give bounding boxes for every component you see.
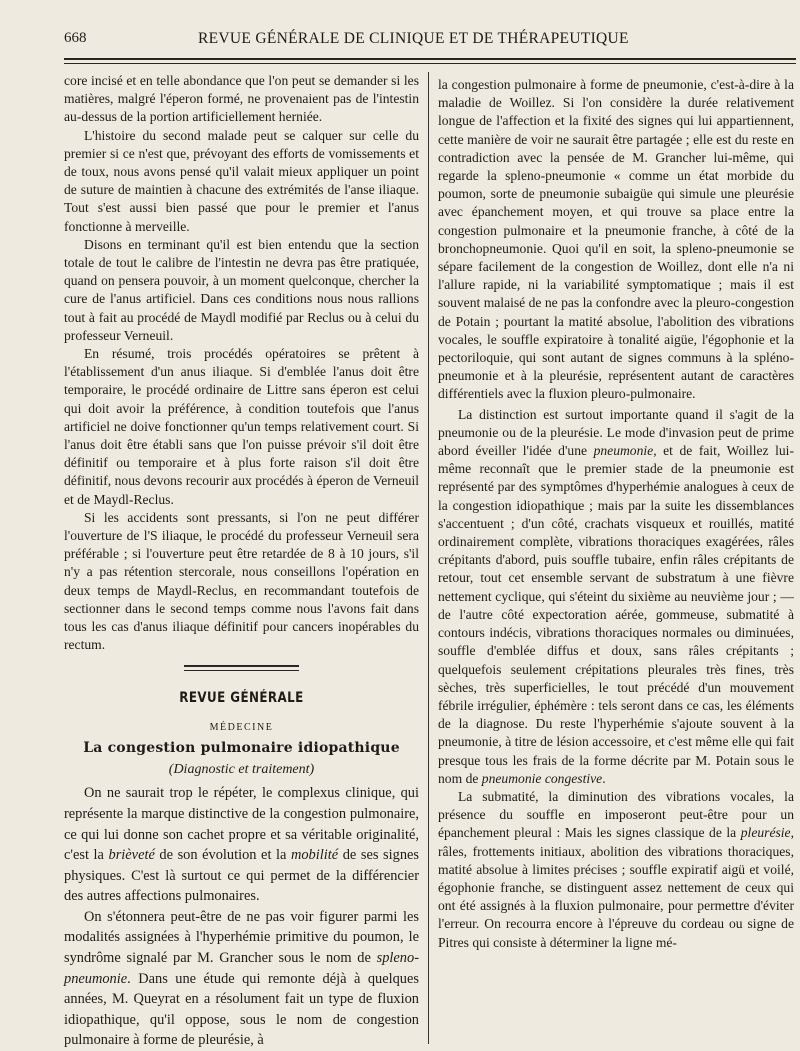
paragraph: Si les accidents sont pressants, si l'on ne peut différer l'ouverture de l'S iliaque, le procédé du professeur Verneuil sera préférable ; si l'ouverture peut être retardée de 8 à 10 jours, s'il n'y a pas rétention stercorale, nous conseillons l'opération en deux temps de Maydl-Reclus, en recommandant toutefois de sectionner dans le second temps comme nous l'avons fait dans tous les cas d'anus iliaque définitif pour cancers inopérables du rectum. — [64, 509, 419, 653]
running-title: REVUE GÉNÉRALE DE CLINIQUE ET DE THÉRAPEUTIQUE — [198, 30, 629, 47]
header-rule-thick — [64, 58, 796, 60]
left-column — [64, 72, 419, 1051]
emphasis: mobilité — [290, 847, 339, 864]
paragraph: core incisé et en telle abondance que l'on peut se demander si les matières, malgré l'éperon formé, ne provenaient pas de l'intestin au-dessus de la portion artificiellement herniée. — [64, 73, 419, 125]
emphasis: pleurésie — [740, 825, 791, 841]
paragraph: On s'étonnera peut-être de ne pas voir figurer parmi les modalités assignées à l'hyperhémie primitive du poumon, le syndrôme signalé par M. Grancher sous le nom de spleno-pneumonie. Dans une étude qui remonte déjà à quelques années, M. Queyrat en a résolument fait un type de fluxion idiopathique, qu'il oppose, sous le nom de congestion pulmonaire à forme de pleurésie, à — [64, 908, 419, 1049]
emphasis: pneumonie — [593, 443, 654, 459]
paragraph: En résumé, trois procédés opératoires se prêtent à l'établissement d'un anus iliaque. Si d'emblée l'anus doit être temporaire, le procédé ordinaire de Littre sans éperon est celui qui doit avoir la préférence, à condition toutefois que l'anus artificiel ne doive fonctionner qu'un temps relativement court. Si l'anus doit être établi sans que l'on puisse prévoir s'il doit être définitif ou temporaire et à plus forte raison s'il doit être définitif, nous devons recourir aux procédés à éperon de Verneuil et de Maydl-Reclus. — [64, 346, 419, 507]
section-title: REVUE GÉNÉRALE — [179, 689, 304, 706]
emphasis: spleno-pneumonie — [64, 950, 419, 987]
emphasis: brièveté — [108, 847, 155, 864]
emphasis: pneumonie congestive — [481, 770, 603, 786]
header-rule-thin — [64, 63, 796, 64]
right-column — [438, 76, 794, 952]
article-body-left — [64, 783, 419, 1051]
page-number: 668 — [64, 30, 87, 46]
paragraph: La distinction est surtout importante quand il s'agit de la pneumonie ou de la pleurésie. Le mode d'invasion peut de prime abord éveiller l'idée d'une pneumonie, et de fait, Woillez lui-même reconnaît que le premier stade de la pneumonie est représenté par des symptômes d'hyperhémie analogues à ceux de la congestion idiopathique ; mais par la suite les dissemblances s'accentuent ; d'un côté, crachats visqueux et rouillés, matité ordinairement complète, vibrations thoraciques exagérées, râles crépitants d'abord, puis souffle tubaire, enfin râles crépitants de retour, tout cet ensemble servant de substratum à une fièvre nettement cyclique, qui s'éteint du sixième au neuvième jour ; — de l'autre côté expectoration aérée, gommeuse, submatité à contours indécis, vibrations thoraciques normales ou diminuées, souffle d'emblée diffus et doux, sans râles crépitants ; quelquefois seulement crépitations pleurales très fines, très sèches, très superficielles, le tout précédé d'un mouvement fébrile irrégulier, éphémère : tels seront dans ce cas, les éléments de la diagnose. Du reste l'hyperhémie s'ajoute souvent à la pneumonie, à titre de lésion accessoire, et c'est même elle qui fait presque tous les frais de la forme décrite par M. Potain sous le nom de pneumonie congestive. — [438, 406, 794, 786]
paragraph: La submatité, la diminution des vibrations vocales, la présence du souffle en imposeront peut-être pour un épanchement pleural : Mais les signes classique de la pleurésie, râles, frottements initiaux, abolition des vibrations thoraciques, matité absolue à limites précises ; souffle expiratif aigü et voilé, égophonie franche, se distinguent assez nettement de ceux qui ont été assignés à la fluxion pulmonaire, pour permettre d'éviter l'erreur. On recourra encore à l'épreuve du cordeau ou signe de Pitres qui consiste à déterminer la ligne mé- — [438, 788, 794, 950]
separator-rule-thick — [184, 665, 299, 667]
rubric-label: MÉDECINE — [209, 721, 274, 733]
separator-rule-thin — [184, 670, 299, 671]
section-separator — [64, 655, 419, 677]
paragraph: Disons en terminant qu'il est bien entendu que la section totale de tout le calibre de l'intestin ne devra pas être pratiquée, quand on pensera pouvoir, à un moment quelconque, chercher la cure de l'anus artificiel. Dans ces conditions nous nous rallions tout à fait au procédé de Maydl modifié par Reclus ou à celui du professeur Verneuil. — [64, 236, 419, 343]
article-subtitle: (Diagnostic et traitement) — [168, 762, 315, 778]
paragraph: la congestion pulmonaire à forme de pneumonie, c'est-à-dire à la maladie de Woillez. Si l'on considère la durée relativement longue de l'affection et la fixité des signes qui lui appartiennent, cette manière de voir ne saurait être partagée ; elle est du reste en contradiction avec la pensée de M. Grancher lui-même, qui regarde la spleno-pneumonie « comme un état morbide du poumon, sorte de pneumonie subaigüe qui simule une pleurésie avec épanchement moyen, et qui trouve sa place entre la congestion pulmonaire et la pneumonie franche, à côté de la bronchopneumonie. Quoi qu'il en soit, la spleno-pneumonie se sépare facilement de la congestion de Woillez, dont elle n'a ni l'allure rapide, ni la variabilité symptomatique ; mais il est souvent malaisé de ne pas la confondre avec la pleuro-congestion de Potain ; pourtant la matité absolue, l'abolition des vibrations vocales, le souffle expiratoire à tonalité aigüe, l'égophonie et la pectoriloquie, qui sont autant de signes communs à la spléno-pneumonie et à la pleurésie, représentent autant de caractères différentiels avec la fluxion pleuro-pulmonaire. — [438, 77, 794, 402]
column-divider — [428, 72, 429, 1044]
page-header — [64, 28, 796, 54]
paragraph: L'histoire du second malade peut se calquer sur celle du premier si ce n'est que, prévoyant des efforts de vomissements et de toux, nous avons pensé qu'il valait mieux appliquer un point de suture de maintien à chacune des extrémités de l'anse iliaque. Tout s'est aussi bien passé que pour le premier et l'anus fonctionne à merveille. — [64, 127, 419, 234]
article-title: La congestion pulmonaire idiopathique — [83, 739, 400, 756]
paragraph: On ne saurait trop le répéter, le complexus clinique, qui représente la marque distinctive de la congestion pulmonaire, ce qui lui donne son cachet propre et sa véritable originalité, c'est la brièveté de son évolution et la mobilité de ses signes physiques. C'est là surtout ce qui permet de la différencier des autres affections pulmonaires. — [64, 785, 419, 905]
